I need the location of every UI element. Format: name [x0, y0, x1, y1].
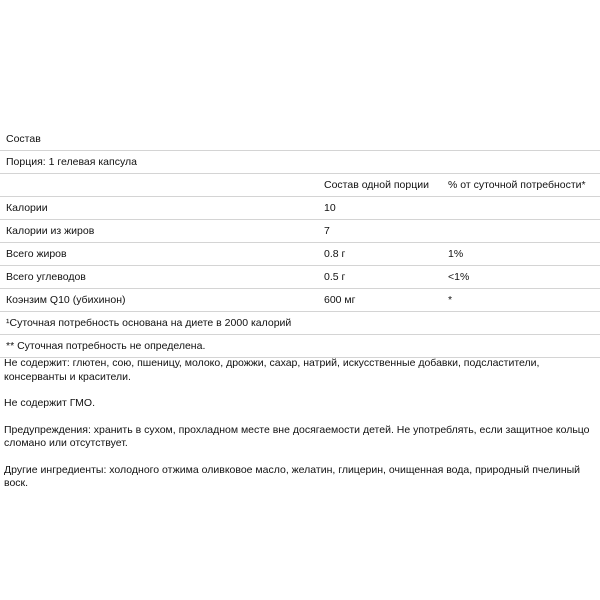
- not-contains-text: Не содержит: глютен, сою, пшеницу, молоко, дрожжи, сахар, натрий, искусственные добавки, подсластители, консерванты и красители.: [4, 357, 540, 383]
- table-row: [0, 197, 600, 220]
- nutrient-dv: 1%: [448, 248, 464, 260]
- nutrient-amount: 600 мг: [324, 294, 356, 306]
- nutrient-dv: <1%: [448, 271, 470, 283]
- footnote-daily-value: ¹Суточная потребность основана на диете в 2000 калорий: [6, 317, 292, 329]
- nutrient-name: Калории: [6, 202, 48, 214]
- no-gmo-text: Не содержит ГМО.: [4, 397, 96, 409]
- footnote-not-established: ** Суточная потребность не определена.: [6, 340, 206, 352]
- nutrient-name: Коэнзим Q10 (убихинон): [6, 294, 126, 306]
- table-row: [0, 243, 600, 266]
- serving-size: Порция: 1 гелевая капсула: [6, 156, 137, 168]
- product-notes: [4, 357, 594, 504]
- footnote-row: [0, 335, 600, 358]
- header-amount-per-serving: Состав одной порции: [324, 179, 429, 191]
- nutrient-amount: 0.5 г: [324, 271, 346, 283]
- column-header-row: [0, 174, 600, 197]
- nutrient-amount: 0.8 г: [324, 248, 346, 260]
- nutrient-amount: 10: [324, 202, 336, 214]
- table-row: [0, 266, 600, 289]
- supplement-facts-table: [0, 128, 600, 358]
- table-row: [0, 289, 600, 312]
- warnings-text: Предупреждения: хранить в сухом, прохладном месте вне досягаемости детей. Не употреблять, если защитное кольцо сломано или отсутствует.: [4, 423, 590, 449]
- nutrient-amount: 7: [324, 225, 330, 237]
- table-row: [0, 220, 600, 243]
- facts-title-row: [0, 128, 600, 151]
- nutrient-dv: *: [448, 294, 453, 306]
- footnote-row: [0, 312, 600, 335]
- other-ingredients-text: Другие ингредиенты: холодного отжима оливковое масло, желатин, глицерин, очищенная вода, природный пчелиный воск.: [4, 463, 581, 489]
- nutrient-name: Калории из жиров: [6, 225, 95, 237]
- header-daily-value: % от суточной потребности*: [448, 179, 586, 191]
- facts-title: Состав: [6, 133, 41, 145]
- serving-row: [0, 151, 600, 174]
- nutrient-name: Всего углеводов: [6, 271, 86, 283]
- nutrient-name: Всего жиров: [6, 248, 67, 260]
